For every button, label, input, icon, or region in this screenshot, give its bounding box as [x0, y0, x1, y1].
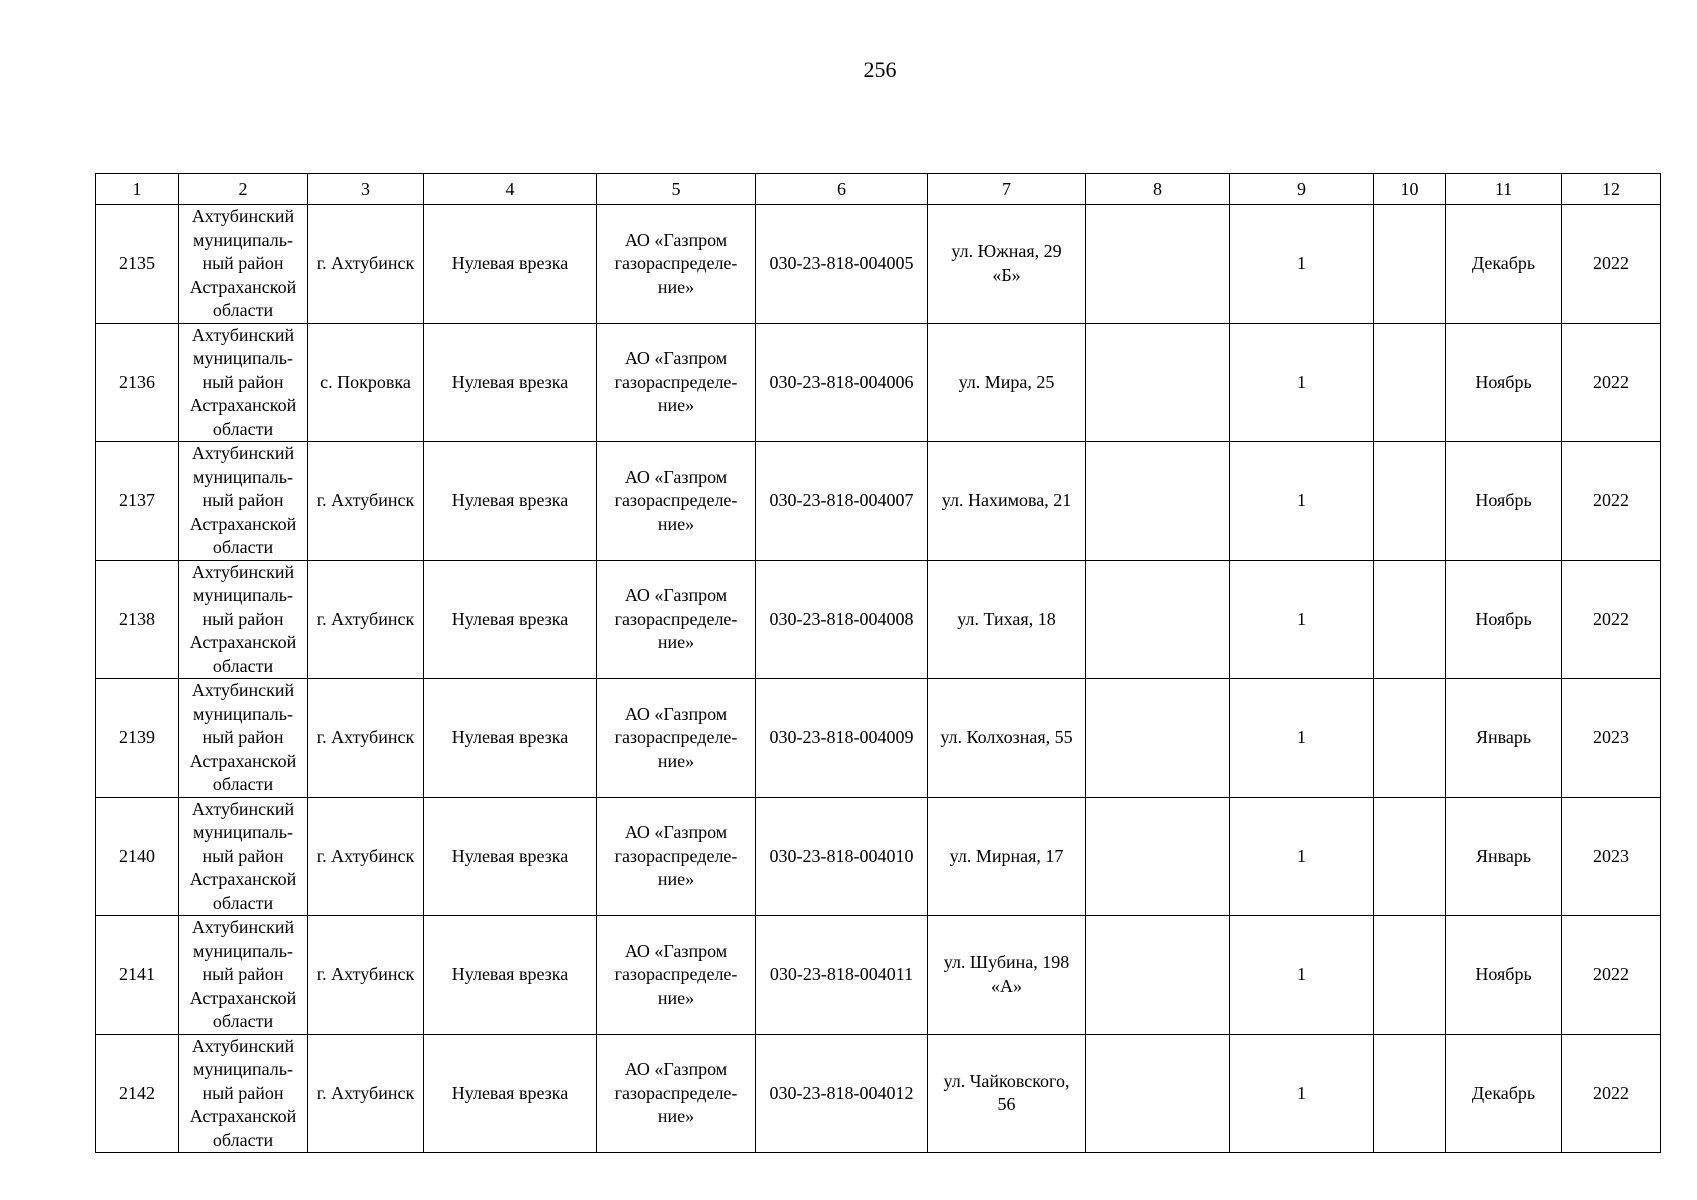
- table-row: [96, 679, 1661, 798]
- cell-col-10: [1374, 323, 1446, 442]
- cell-district-line: Ахтубинский: [191, 324, 295, 345]
- table-row: [96, 797, 1661, 916]
- cell-col-10: [1374, 797, 1446, 916]
- cell-district-line: области: [212, 892, 274, 913]
- cell-col-10: [1374, 205, 1446, 324]
- cell-district-line: Ахтубинский: [191, 1035, 295, 1056]
- cell-connection-type: Нулевая врезка: [424, 560, 597, 679]
- cell-year: 2023: [1562, 797, 1661, 916]
- cell-row-number: 2138: [96, 560, 179, 679]
- cell-row-number: 2135: [96, 205, 179, 324]
- cell-address-line: «Б»: [992, 264, 1021, 285]
- cell-district-line: ный район: [202, 490, 284, 510]
- header-cell-2: 2: [179, 174, 308, 205]
- cell-organization: [597, 442, 756, 561]
- cell-organization: [597, 1034, 756, 1153]
- cell-connection-type: Нулевая врезка: [424, 1034, 597, 1153]
- cell-organization: [597, 560, 756, 679]
- cell-locality: г. Ахтубинск: [308, 205, 424, 324]
- cell-address-line: «А»: [991, 975, 1022, 996]
- cell-district-line: Ахтубинский: [191, 443, 295, 463]
- cell-district-line: муниципаль-: [193, 940, 293, 961]
- cell-col-10: [1374, 679, 1446, 798]
- cell-district-line: муниципаль-: [193, 229, 293, 250]
- cell-col-10: [1374, 1034, 1446, 1153]
- cell-address: [928, 442, 1086, 561]
- header-cell-6: 6: [756, 174, 928, 205]
- cell-locality: г. Ахтубинск: [308, 797, 424, 916]
- header-cell-12: 12: [1562, 174, 1661, 205]
- cell-address: [928, 797, 1086, 916]
- cell-address: [928, 916, 1086, 1035]
- cell-col-8: [1086, 323, 1230, 442]
- cell-code: 030-23-818-004007: [756, 442, 928, 561]
- cell-district-line: области: [212, 1011, 274, 1031]
- cell-district-line: ный район: [202, 371, 284, 392]
- cell-organization-line: АО «Газпром: [624, 703, 728, 724]
- cell-district: [179, 560, 308, 679]
- cell-organization-line: ние»: [657, 987, 695, 1008]
- cell-row-number: 2142: [96, 1034, 179, 1153]
- cell-district-line: ный район: [202, 253, 284, 273]
- cell-district-line: ный район: [202, 964, 284, 984]
- cell-organization-line: газораспределе-: [614, 727, 738, 747]
- cell-organization-line: АО «Газпром: [624, 585, 728, 605]
- header-cell-7: 7: [928, 174, 1086, 205]
- cell-connection-type: Нулевая врезка: [424, 205, 597, 324]
- cell-district: [179, 442, 308, 561]
- cell-organization-line: газораспределе-: [614, 371, 738, 392]
- cell-organization-line: ние»: [657, 1106, 695, 1126]
- cell-code: 030-23-818-004006: [756, 323, 928, 442]
- cell-organization-line: газораспределе-: [614, 964, 738, 984]
- cell-district-line: области: [212, 774, 274, 794]
- cell-district-line: Астраханской: [189, 869, 297, 889]
- cell-district-line: ный район: [202, 608, 284, 629]
- cell-district-line: Ахтубинский: [191, 798, 295, 819]
- table-body: [96, 174, 1661, 1153]
- cell-organization: [597, 323, 756, 442]
- header-cell-4: 4: [424, 174, 597, 205]
- page-number: 256: [863, 57, 897, 82]
- cell-year: 2022: [1562, 205, 1661, 324]
- cell-address-line: ул. Шубина, 198: [943, 952, 1070, 973]
- cell-district-line: Астраханской: [189, 395, 297, 415]
- cell-locality: г. Ахтубинск: [308, 916, 424, 1035]
- cell-year: 2022: [1562, 560, 1661, 679]
- header-cell-9: 9: [1230, 174, 1374, 205]
- table-row: [96, 560, 1661, 679]
- cell-district-line: Ахтубинский: [191, 561, 295, 582]
- cell-col-10: [1374, 916, 1446, 1035]
- cell-district-line: Ахтубинский: [191, 917, 295, 937]
- cell-address-line: ул. Мирная, 17: [949, 845, 1064, 866]
- cell-locality: г. Ахтубинск: [308, 442, 424, 561]
- cell-address-line: ул. Колхозная, 55: [940, 727, 1073, 747]
- header-cell-10: 10: [1374, 174, 1446, 205]
- cell-col-9: 1: [1230, 205, 1374, 324]
- cell-organization: [597, 916, 756, 1035]
- cell-locality: г. Ахтубинск: [308, 1034, 424, 1153]
- cell-row-number: 2141: [96, 916, 179, 1035]
- cell-address-line: ул. Мира, 25: [958, 371, 1055, 392]
- cell-col-8: [1086, 679, 1230, 798]
- cell-district-line: ный район: [202, 727, 284, 747]
- cell-code: 030-23-818-004008: [756, 560, 928, 679]
- cell-year: 2022: [1562, 323, 1661, 442]
- cell-col-8: [1086, 1034, 1230, 1153]
- cell-district-line: области: [212, 537, 274, 557]
- cell-district-line: Астраханской: [189, 1106, 297, 1126]
- cell-year: 2023: [1562, 679, 1661, 798]
- cell-code: 030-23-818-004005: [756, 205, 928, 324]
- cell-district-line: Астраханской: [189, 750, 297, 771]
- table-header-row: [96, 174, 1661, 205]
- cell-organization-line: ние»: [657, 750, 695, 771]
- cell-district-line: муниципаль-: [193, 348, 293, 368]
- cell-locality: с. Покровка: [308, 323, 424, 442]
- cell-code: 030-23-818-004012: [756, 1034, 928, 1153]
- cell-district-line: муниципаль-: [193, 466, 293, 487]
- cell-district: [179, 679, 308, 798]
- cell-row-number: 2136: [96, 323, 179, 442]
- cell-month: Ноябрь: [1446, 560, 1562, 679]
- cell-col-8: [1086, 797, 1230, 916]
- cell-col-8: [1086, 916, 1230, 1035]
- cell-col-9: 1: [1230, 797, 1374, 916]
- cell-organization-line: АО «Газпром: [624, 466, 728, 487]
- cell-district-line: области: [212, 655, 274, 676]
- table-row: [96, 1034, 1661, 1153]
- cell-row-number: 2140: [96, 797, 179, 916]
- cell-organization: [597, 205, 756, 324]
- cell-col-10: [1374, 560, 1446, 679]
- cell-locality: г. Ахтубинск: [308, 560, 424, 679]
- table-row: [96, 323, 1661, 442]
- cell-col-9: 1: [1230, 1034, 1374, 1153]
- cell-organization-line: газораспределе-: [614, 845, 738, 866]
- cell-connection-type: Нулевая врезка: [424, 916, 597, 1035]
- cell-district-line: Астраханской: [189, 632, 297, 652]
- cell-address-line: ул. Южная, 29: [951, 241, 1062, 262]
- cell-organization-line: АО «Газпром: [624, 229, 728, 250]
- cell-organization-line: АО «Газпром: [624, 348, 728, 368]
- cell-organization-line: ние»: [657, 513, 695, 534]
- cell-organization-line: ние»: [657, 869, 695, 889]
- cell-row-number: 2139: [96, 679, 179, 798]
- cell-district-line: муниципаль-: [193, 703, 293, 724]
- cell-code: 030-23-818-004009: [756, 679, 928, 798]
- cell-district-line: ный район: [202, 1082, 284, 1103]
- cell-address-line: 56: [997, 1094, 1016, 1115]
- cell-address-line: ул. Чайковского,: [943, 1070, 1070, 1091]
- cell-address-line: ул. Нахимова, 21: [941, 490, 1072, 510]
- cell-organization: [597, 679, 756, 798]
- cell-month: Январь: [1446, 797, 1562, 916]
- cell-code: 030-23-818-004010: [756, 797, 928, 916]
- cell-col-8: [1086, 205, 1230, 324]
- cell-year: 2022: [1562, 442, 1661, 561]
- cell-year: 2022: [1562, 1034, 1661, 1153]
- cell-address: [928, 560, 1086, 679]
- cell-code: 030-23-818-004011: [756, 916, 928, 1035]
- header-cell-8: 8: [1086, 174, 1230, 205]
- cell-locality: г. Ахтубинск: [308, 679, 424, 798]
- cell-col-8: [1086, 442, 1230, 561]
- header-cell-5: 5: [597, 174, 756, 205]
- cell-district-line: области: [212, 1129, 274, 1150]
- header-cell-1: 1: [96, 174, 179, 205]
- cell-district-line: Астраханской: [189, 276, 297, 297]
- table-row: [96, 916, 1661, 1035]
- cell-organization-line: газораспределе-: [614, 1082, 738, 1103]
- cell-organization-line: ние»: [657, 632, 695, 652]
- cell-organization-line: газораспределе-: [614, 608, 738, 629]
- cell-address: [928, 323, 1086, 442]
- cell-col-9: 1: [1230, 560, 1374, 679]
- cell-address: [928, 1034, 1086, 1153]
- cell-month: Декабрь: [1446, 1034, 1562, 1153]
- cell-month: Ноябрь: [1446, 916, 1562, 1035]
- cell-organization-line: ние»: [657, 276, 695, 297]
- cell-organization-line: АО «Газпром: [624, 1059, 728, 1079]
- cell-organization-line: АО «Газпром: [624, 822, 728, 842]
- cell-district-line: муниципаль-: [193, 585, 293, 605]
- cell-district-line: Астраханской: [189, 513, 297, 534]
- table-row: [96, 205, 1661, 324]
- cell-col-9: 1: [1230, 323, 1374, 442]
- cell-col-10: [1374, 442, 1446, 561]
- cell-month: Декабрь: [1446, 205, 1562, 324]
- cell-district: [179, 323, 308, 442]
- cell-district-line: области: [212, 300, 274, 320]
- cell-address: [928, 205, 1086, 324]
- cell-col-8: [1086, 560, 1230, 679]
- cell-district: [179, 797, 308, 916]
- cell-district: [179, 205, 308, 324]
- cell-connection-type: Нулевая врезка: [424, 323, 597, 442]
- cell-address: [928, 679, 1086, 798]
- cell-connection-type: Нулевая врезка: [424, 442, 597, 561]
- cell-district-line: ный район: [202, 845, 284, 866]
- cell-organization-line: газораспределе-: [614, 490, 738, 510]
- data-table: [95, 173, 1661, 1153]
- cell-connection-type: Нулевая врезка: [424, 797, 597, 916]
- cell-organization-line: АО «Газпром: [624, 940, 728, 961]
- cell-row-number: 2137: [96, 442, 179, 561]
- cell-col-9: 1: [1230, 679, 1374, 798]
- cell-organization-line: ние»: [657, 395, 695, 415]
- cell-district-line: муниципаль-: [193, 1059, 293, 1079]
- cell-district-line: области: [212, 418, 274, 439]
- cell-district-line: Астраханской: [189, 987, 297, 1008]
- cell-district: [179, 1034, 308, 1153]
- cell-organization-line: газораспределе-: [614, 253, 738, 273]
- header-cell-11: 11: [1446, 174, 1562, 205]
- cell-organization: [597, 797, 756, 916]
- cell-district: [179, 916, 308, 1035]
- table-row: [96, 442, 1661, 561]
- cell-connection-type: Нулевая врезка: [424, 679, 597, 798]
- cell-year: 2022: [1562, 916, 1661, 1035]
- cell-col-9: 1: [1230, 916, 1374, 1035]
- header-cell-3: 3: [308, 174, 424, 205]
- cell-month: Январь: [1446, 679, 1562, 798]
- cell-month: Ноябрь: [1446, 323, 1562, 442]
- cell-district-line: Ахтубинский: [191, 206, 295, 226]
- cell-col-9: 1: [1230, 442, 1374, 561]
- cell-district-line: муниципаль-: [193, 822, 293, 842]
- cell-district-line: Ахтубинский: [191, 680, 295, 700]
- cell-month: Ноябрь: [1446, 442, 1562, 561]
- cell-address-line: ул. Тихая, 18: [957, 608, 1056, 629]
